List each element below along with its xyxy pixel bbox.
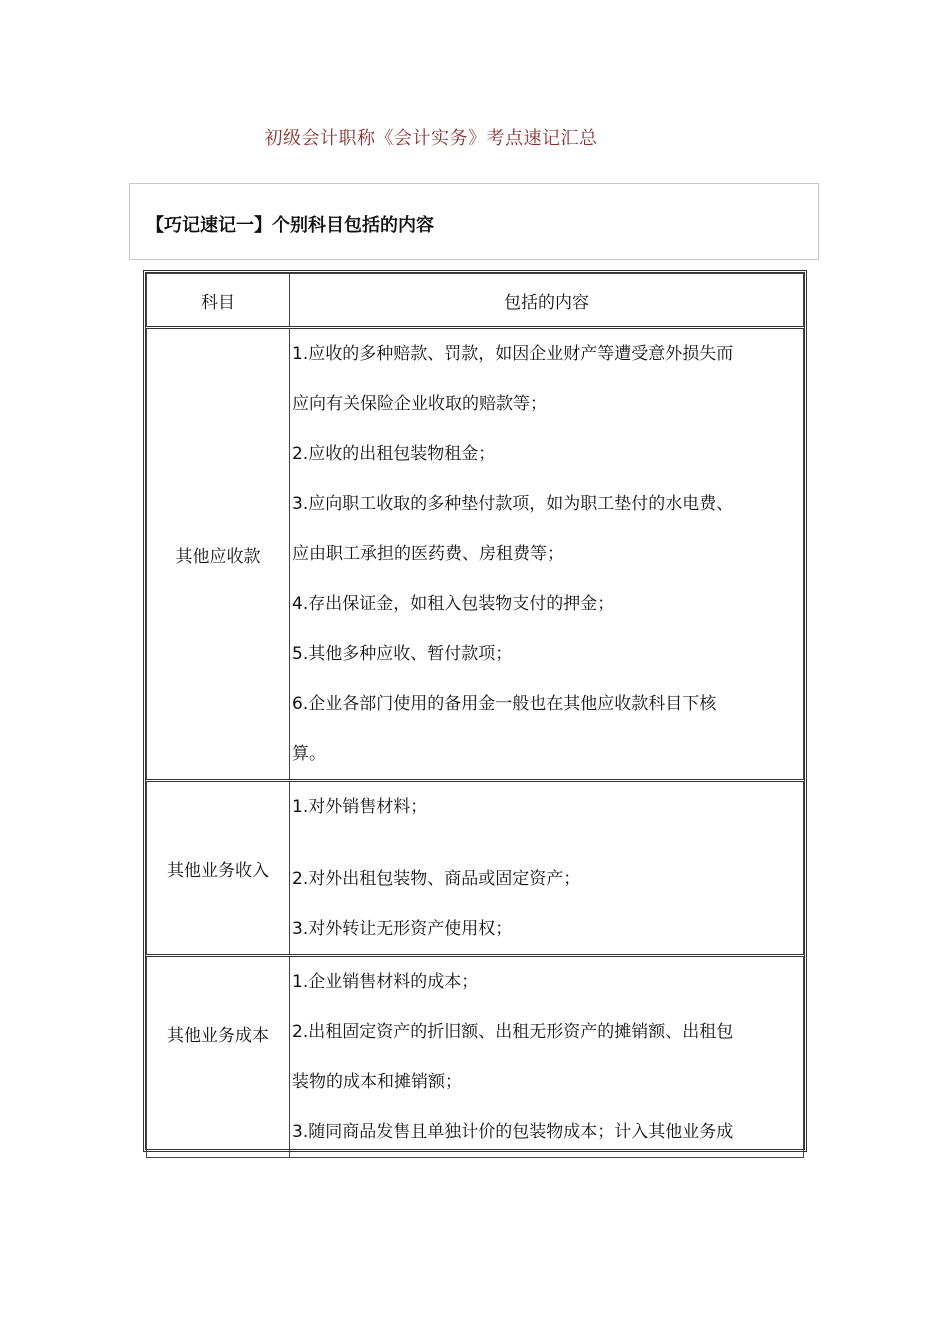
subject-cell: 其他业务成本 — [147, 956, 290, 1158]
content-line: 2.对外出租包装物、商品或固定资产； — [292, 869, 581, 889]
content-line: 6.企业各部门使用的备用金一般也在其他应收款科目下核 — [292, 694, 717, 714]
content-line: 3.对外转让无形资产使用权； — [292, 919, 513, 939]
content-line: 3.随同商品发售且单独计价的包装物成本；计入其他业务成 — [292, 1122, 734, 1142]
content-line: 算。 — [292, 744, 326, 764]
header-content: 包括的内容 — [290, 274, 804, 328]
content-line: 4.存出保证金，如租入包装物支付的押金； — [292, 594, 615, 614]
content-cell — [290, 781, 804, 956]
content-line: 5.其他多种应收、暂付款项； — [292, 644, 513, 664]
subjects-table — [143, 270, 807, 1152]
content-line: 1.企业销售材料的成本； — [292, 972, 479, 992]
table-row — [147, 328, 804, 781]
content-line: 3.应向职工收取的多种垫付款项，如为职工垫付的水电费、 — [292, 494, 734, 514]
subject-cell: 其他应收款 — [147, 328, 290, 781]
content-line: 1.应收的多种赔款、罚款，如因企业财产等遭受意外损失而 — [292, 344, 734, 364]
section-heading-box — [129, 183, 819, 260]
document-title: 初级会计职称《会计实务》考点速记汇总 — [264, 128, 598, 149]
content-line: 应向有关保险企业收取的赔款等； — [292, 394, 547, 414]
header-subject: 科目 — [147, 274, 290, 328]
content-line: 1.对外销售材料； — [292, 797, 428, 817]
content-cell — [290, 328, 804, 781]
section-heading: 【巧记速记一】个别科目包括的内容 — [146, 215, 434, 236]
table-header-row — [147, 274, 804, 328]
content-line: 应由职工承担的医药费、房租费等； — [292, 544, 564, 564]
content-line: 2.应收的出租包装物租金； — [292, 444, 496, 464]
content-cell — [290, 956, 804, 1158]
content-line: 装物的成本和摊销额； — [292, 1072, 462, 1092]
subject-cell: 其他业务收入 — [147, 781, 290, 956]
table-row — [147, 781, 804, 956]
content-line: 2.出租固定资产的折旧额、出租无形资产的摊销额、出租包 — [292, 1022, 734, 1042]
table-row — [147, 956, 804, 1158]
